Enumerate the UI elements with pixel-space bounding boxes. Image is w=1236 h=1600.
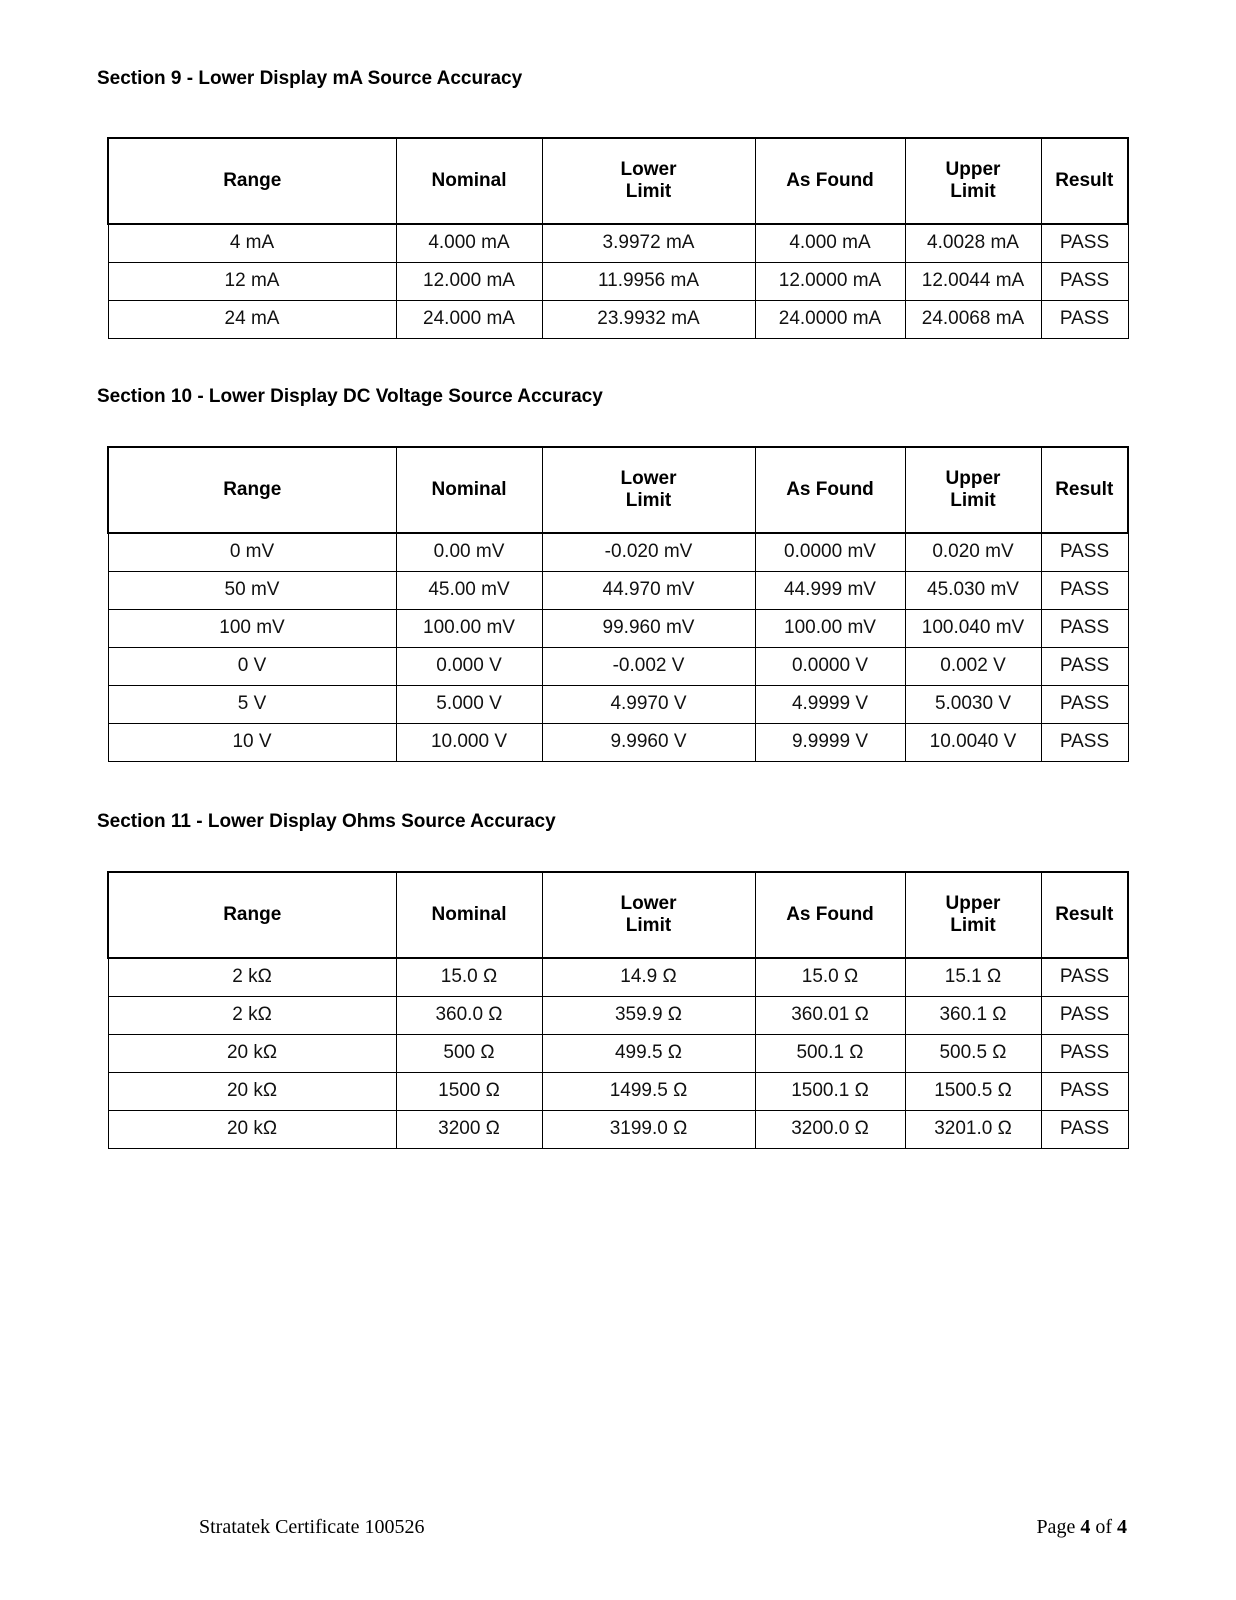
cell-nominal: 500 Ω <box>396 1034 542 1072</box>
cell-lower-limit: 23.9932 mA <box>542 300 755 338</box>
table-row <box>108 609 1128 647</box>
cell-upper-limit: 3201.0 Ω <box>905 1110 1041 1148</box>
cell-result: PASS <box>1041 1034 1128 1072</box>
page-total: 4 <box>1117 1516 1127 1538</box>
section-10-title: Section 10 - Lower Display DC Voltage Source Accuracy <box>97 386 603 407</box>
cell-as-found: 44.999 mV <box>755 571 905 609</box>
cell-as-found: 0.0000 mV <box>755 533 905 571</box>
cell-nominal: 15.0 Ω <box>396 958 542 996</box>
cell-result: PASS <box>1041 609 1128 647</box>
table-row <box>108 958 1128 996</box>
page-of: of <box>1090 1516 1117 1538</box>
cell-upper-limit: 45.030 mV <box>905 571 1041 609</box>
table-row <box>108 996 1128 1034</box>
cell-lower-limit: -0.020 mV <box>542 533 755 571</box>
cell-upper-limit: 360.1 Ω <box>905 996 1041 1034</box>
cell-as-found: 4.9999 V <box>755 685 905 723</box>
table-row <box>108 1034 1128 1072</box>
header-as-found: As Found <box>755 447 905 533</box>
header-row <box>108 872 1128 958</box>
cell-lower-limit: 14.9 Ω <box>542 958 755 996</box>
cell-range: 100 mV <box>108 609 396 647</box>
footer-page-number <box>1036 1516 1127 1539</box>
cell-range: 10 V <box>108 723 396 761</box>
cell-result: PASS <box>1041 1072 1128 1110</box>
table-row <box>108 533 1128 571</box>
header-nominal: Nominal <box>396 138 542 224</box>
table-row <box>108 647 1128 685</box>
cell-range: 5 V <box>108 685 396 723</box>
table-row <box>108 300 1128 338</box>
cell-nominal: 0.00 mV <box>396 533 542 571</box>
cell-lower-limit: 499.5 Ω <box>542 1034 755 1072</box>
header-upper-limit: Upper Limit <box>905 138 1041 224</box>
cell-upper-limit: 0.002 V <box>905 647 1041 685</box>
cell-result: PASS <box>1041 533 1128 571</box>
cell-range: 0 V <box>108 647 396 685</box>
cell-range: 20 kΩ <box>108 1034 396 1072</box>
cell-upper-limit: 10.0040 V <box>905 723 1041 761</box>
table-row <box>108 224 1128 262</box>
cell-lower-limit: 11.9956 mA <box>542 262 755 300</box>
header-as-found: As Found <box>755 138 905 224</box>
cell-lower-limit: 359.9 Ω <box>542 996 755 1034</box>
cell-result: PASS <box>1041 647 1128 685</box>
cell-result: PASS <box>1041 300 1128 338</box>
cell-as-found: 100.00 mV <box>755 609 905 647</box>
cell-lower-limit: 3199.0 Ω <box>542 1110 755 1148</box>
cell-range: 50 mV <box>108 571 396 609</box>
cell-upper-limit: 12.0044 mA <box>905 262 1041 300</box>
cell-lower-limit: -0.002 V <box>542 647 755 685</box>
section-11-table <box>107 871 1129 1149</box>
header-result: Result <box>1041 138 1128 224</box>
header-upper-limit: Upper Limit <box>905 447 1041 533</box>
cell-lower-limit: 99.960 mV <box>542 609 755 647</box>
cell-upper-limit: 4.0028 mA <box>905 224 1041 262</box>
table-row <box>108 262 1128 300</box>
cell-as-found: 3200.0 Ω <box>755 1110 905 1148</box>
cell-as-found: 24.0000 mA <box>755 300 905 338</box>
header-nominal: Nominal <box>396 872 542 958</box>
cell-upper-limit: 5.0030 V <box>905 685 1041 723</box>
cell-range: 12 mA <box>108 262 396 300</box>
cell-result: PASS <box>1041 996 1128 1034</box>
section-10-table <box>107 446 1129 762</box>
table-row <box>108 571 1128 609</box>
cell-result: PASS <box>1041 571 1128 609</box>
cell-upper-limit: 1500.5 Ω <box>905 1072 1041 1110</box>
cell-range: 24 mA <box>108 300 396 338</box>
cell-lower-limit: 1499.5 Ω <box>542 1072 755 1110</box>
cell-nominal: 24.000 mA <box>396 300 542 338</box>
page-current: 4 <box>1080 1516 1091 1538</box>
header-row <box>108 138 1128 224</box>
section-9-title: Section 9 - Lower Display mA Source Accuracy <box>97 68 523 89</box>
footer-certificate: Stratatek Certificate 100526 <box>199 1516 425 1538</box>
cell-range: 20 kΩ <box>108 1072 396 1110</box>
cell-lower-limit: 4.9970 V <box>542 685 755 723</box>
table-row <box>108 723 1128 761</box>
header-lower-limit: Lower Limit <box>542 872 755 958</box>
cell-nominal: 0.000 V <box>396 647 542 685</box>
cell-range: 0 mV <box>108 533 396 571</box>
cell-as-found: 0.0000 V <box>755 647 905 685</box>
header-upper-limit: Upper Limit <box>905 872 1041 958</box>
section-9-table <box>107 137 1129 339</box>
cell-lower-limit: 3.9972 mA <box>542 224 755 262</box>
cell-nominal: 12.000 mA <box>396 262 542 300</box>
cell-result: PASS <box>1041 958 1128 996</box>
cell-result: PASS <box>1041 723 1128 761</box>
header-nominal: Nominal <box>396 447 542 533</box>
cell-nominal: 1500 Ω <box>396 1072 542 1110</box>
cell-as-found: 12.0000 mA <box>755 262 905 300</box>
cell-upper-limit: 100.040 mV <box>905 609 1041 647</box>
cell-range: 20 kΩ <box>108 1110 396 1148</box>
cell-as-found: 360.01 Ω <box>755 996 905 1034</box>
cell-result: PASS <box>1041 262 1128 300</box>
cell-nominal: 45.00 mV <box>396 571 542 609</box>
cell-result: PASS <box>1041 224 1128 262</box>
cell-upper-limit: 500.5 Ω <box>905 1034 1041 1072</box>
cell-as-found: 1500.1 Ω <box>755 1072 905 1110</box>
header-result: Result <box>1041 872 1128 958</box>
cell-range: 2 kΩ <box>108 996 396 1034</box>
cell-nominal: 4.000 mA <box>396 224 542 262</box>
header-range: Range <box>108 447 396 533</box>
header-range: Range <box>108 872 396 958</box>
header-as-found: As Found <box>755 872 905 958</box>
cell-upper-limit: 24.0068 mA <box>905 300 1041 338</box>
cell-lower-limit: 9.9960 V <box>542 723 755 761</box>
cell-as-found: 4.000 mA <box>755 224 905 262</box>
cell-as-found: 500.1 Ω <box>755 1034 905 1072</box>
header-result: Result <box>1041 447 1128 533</box>
header-lower-limit: Lower Limit <box>542 447 755 533</box>
cell-as-found: 15.0 Ω <box>755 958 905 996</box>
cell-result: PASS <box>1041 1110 1128 1148</box>
header-range: Range <box>108 138 396 224</box>
cell-range: 2 kΩ <box>108 958 396 996</box>
cell-upper-limit: 15.1 Ω <box>905 958 1041 996</box>
page-prefix: Page <box>1036 1516 1081 1538</box>
cell-upper-limit: 0.020 mV <box>905 533 1041 571</box>
cell-as-found: 9.9999 V <box>755 723 905 761</box>
header-lower-limit: Lower Limit <box>542 138 755 224</box>
cell-nominal: 360.0 Ω <box>396 996 542 1034</box>
cell-nominal: 5.000 V <box>396 685 542 723</box>
cell-nominal: 100.00 mV <box>396 609 542 647</box>
cell-nominal: 3200 Ω <box>396 1110 542 1148</box>
cell-range: 4 mA <box>108 224 396 262</box>
cell-lower-limit: 44.970 mV <box>542 571 755 609</box>
table-row <box>108 1110 1128 1148</box>
cell-nominal: 10.000 V <box>396 723 542 761</box>
header-row <box>108 447 1128 533</box>
cell-result: PASS <box>1041 685 1128 723</box>
section-11-title: Section 11 - Lower Display Ohms Source Accuracy <box>97 811 556 832</box>
table-row <box>108 1072 1128 1110</box>
table-row <box>108 685 1128 723</box>
